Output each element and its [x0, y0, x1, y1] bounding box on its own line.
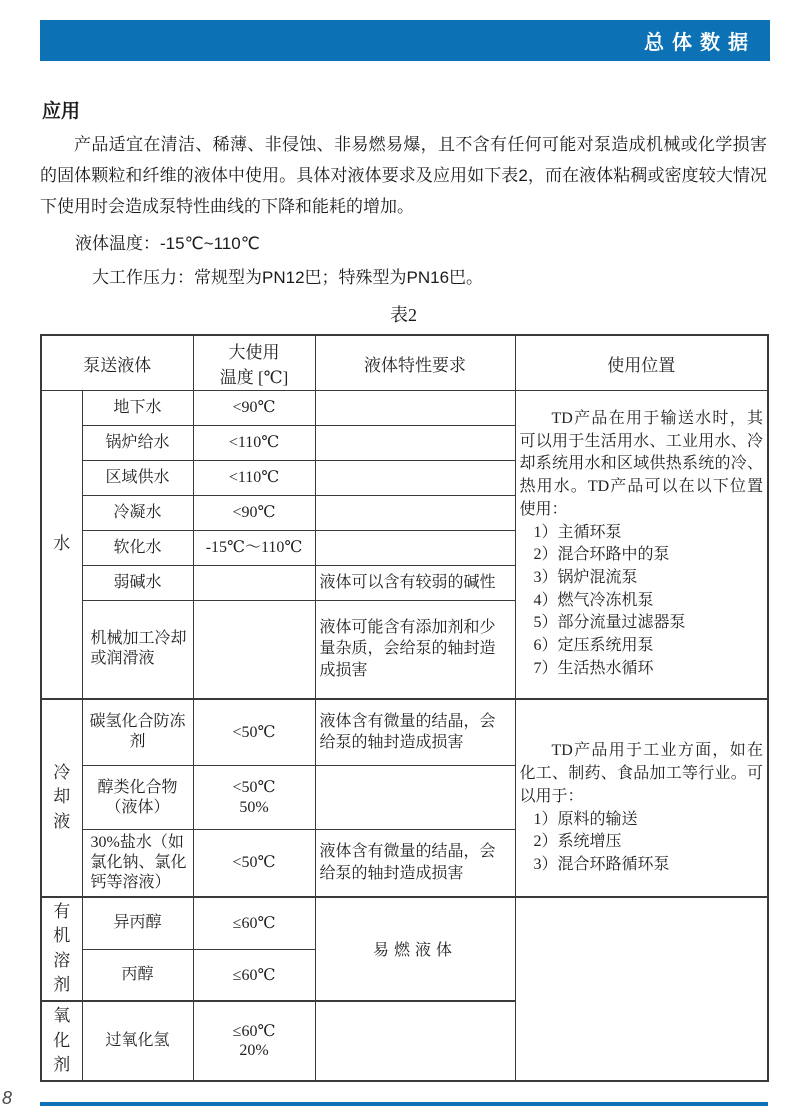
- max-temp-value: <110℃: [193, 426, 315, 461]
- section-title-bar: [40, 20, 770, 61]
- liquid-name: 过氧化氢: [82, 1001, 193, 1081]
- col-header-max-temp-line1: 大使用: [228, 343, 280, 362]
- characteristics-cell-flammable: 易燃液体: [315, 897, 515, 1002]
- characteristics-cell: [315, 531, 515, 566]
- group-label-coolant: 冷却液: [41, 699, 82, 897]
- characteristics-cell: 液体可以含有较弱的碱性: [315, 566, 515, 601]
- liquid-name: 弱碱水: [82, 566, 193, 601]
- table-row: [41, 391, 768, 426]
- max-temp-line2: 20%: [239, 1042, 269, 1060]
- max-temp-line1: ≤60℃: [232, 1022, 276, 1040]
- application-heading: 应用: [42, 101, 81, 122]
- usage-water-intro: TD产品在用于输送水时，其可以用于生活用水、工业用水、冷却系统用水和区域供热系统的冷、热用水。TD产品可以在以下位置使用：: [519, 409, 763, 518]
- usage-water-item: 2）混合环路中的泵: [533, 546, 670, 564]
- liquid-temperature-spec: 液体温度：-15℃~110℃: [75, 234, 260, 253]
- application-paragraph: 产品适宜在清洁、稀薄、非侵蚀、非易燃易爆，且不含有任何可能对泵造成机械或化学损害的固体颗粒和纤维的液体中使用。具体对液体要求及应用如下表2，而在液体粘稠或密度较大情况下使用时会造成泵特性曲线的下降和能耗的增加。: [40, 135, 767, 216]
- usage-industrial-spacer: [520, 718, 764, 740]
- page-number: 8: [2, 1088, 13, 1108]
- usage-cell-water: [515, 391, 768, 699]
- max-temp-value: <90℃: [193, 391, 315, 426]
- max-temp-value: ≤60℃: [193, 950, 315, 1001]
- liquid-name: 碳氢化合防冻剂: [82, 699, 193, 766]
- max-temp-value: -15℃～110℃: [193, 531, 315, 566]
- usage-water-item: 7）生活热水循环: [533, 659, 654, 677]
- liquid-name: 锅炉给水: [82, 426, 193, 461]
- table-row: [41, 699, 768, 766]
- liquid-name: 软化水: [82, 531, 193, 566]
- characteristics-cell: 液体可能含有添加剂和少量杂质，会给泵的轴封造成损害: [315, 601, 515, 699]
- table-caption: 表2: [390, 305, 417, 325]
- col-header-max-temp: [193, 335, 315, 391]
- usage-cell-industrial: [515, 699, 768, 897]
- characteristics-cell: [315, 426, 515, 461]
- usage-industrial-item: 2）系统增压: [533, 833, 622, 851]
- max-temp-value: <90℃: [193, 496, 315, 531]
- table-row: [41, 897, 768, 950]
- max-temp-value: <50℃: [193, 830, 315, 897]
- usage-water-item: 6）定压系统用泵: [533, 637, 654, 655]
- working-pressure-spec: 大工作压力：常规型为PN12巴；特殊型为PN16巴。: [92, 268, 484, 287]
- max-temp-value: <50℃: [193, 699, 315, 766]
- max-temp-value: <110℃: [193, 461, 315, 496]
- usage-water-item: 4）燃气冷冻机泵: [533, 591, 654, 609]
- max-temp-value: [193, 766, 315, 830]
- usage-industrial-item: 3）混合环路循环泵: [533, 855, 670, 873]
- liquid-name: 醇类化合物（液体）: [82, 766, 193, 830]
- col-header-characteristics: 液体特性要求: [315, 335, 515, 391]
- characteristics-cell: 液体含有微量的结晶，会给泵的轴封造成损害: [315, 699, 515, 766]
- max-temp-line2: 50%: [239, 798, 269, 816]
- characteristics-cell: [315, 496, 515, 531]
- usage-water-item: 3）锅炉混流泵: [533, 568, 638, 586]
- liquid-name: 机械加工冷却或润滑液: [82, 601, 193, 699]
- characteristics-cell: [315, 391, 515, 426]
- col-header-pumped-liquid: 泵送液体: [41, 335, 193, 391]
- characteristics-cell: [315, 766, 515, 830]
- characteristics-cell: [315, 461, 515, 496]
- liquid-spec-table: [40, 334, 769, 1082]
- liquid-name: 异丙醇: [82, 897, 193, 950]
- liquid-name: 地下水: [82, 391, 193, 426]
- max-temp-value: [193, 1001, 315, 1081]
- col-header-max-temp-line2: 温度 [℃]: [219, 368, 289, 387]
- page-content: [40, 96, 767, 1082]
- usage-water-item: 1）主循环泵: [533, 523, 622, 541]
- characteristics-cell: 液体含有微量的结晶，会给泵的轴封造成损害: [315, 830, 515, 897]
- usage-water-item: 5）部分流量过滤器泵: [533, 614, 686, 632]
- col-header-usage: 使用位置: [515, 335, 768, 391]
- max-temp-value: [193, 601, 315, 699]
- usage-industrial-intro: TD产品用于工业方面，如在化工、制药、食品加工等行业。可以用于：: [519, 742, 763, 805]
- liquid-name: 区域供水: [82, 461, 193, 496]
- footer-rule: [40, 1102, 768, 1106]
- liquid-name: 冷凝水: [82, 496, 193, 531]
- usage-cell-empty: [515, 897, 768, 1081]
- liquid-name: 30%盐水（如氯化钠、氯化钙等溶液）: [82, 830, 193, 897]
- max-temp-line1: <50℃: [232, 779, 276, 797]
- group-label-oxidizer: 氧化剂: [41, 1001, 82, 1081]
- max-temp-value: [193, 566, 315, 601]
- group-label-organic-solvent: 有机溶剂: [41, 897, 82, 1002]
- table-header-row: [41, 335, 768, 391]
- section-title: 总体数据: [644, 32, 756, 54]
- liquid-name: 丙醇: [82, 950, 193, 1001]
- characteristics-cell: [315, 1001, 515, 1081]
- usage-industrial-item: 1）原料的输送: [533, 810, 638, 828]
- group-label-water: 水: [41, 391, 82, 699]
- max-temp-value: ≤60℃: [193, 897, 315, 950]
